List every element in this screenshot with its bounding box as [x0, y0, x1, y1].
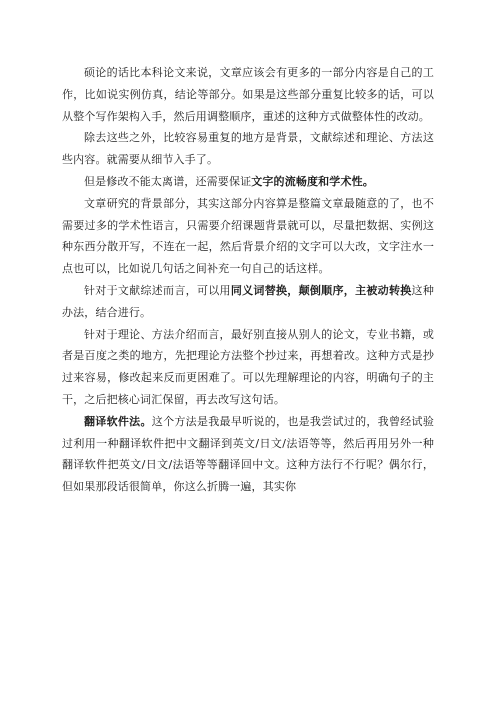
paragraph-5-text: 针对于文献综述而言，可以用 [84, 283, 231, 297]
paragraph-1 [62, 62, 434, 127]
paragraph-3 [62, 171, 434, 193]
paragraph-7 [62, 411, 434, 498]
paragraph-7-text: 这个方法是我最早听说的，也是我尝试过的，我曾经试验过利用一种翻译软件把中文翻译到英文/日文/法语等等，然后再用另外一种翻译软件把英文/日文/法语等等翻译回中文。这种方法行不行呢？偶尔行，但如果那段话很简单，你这么折腾一遍，其实你 [62, 414, 435, 494]
paragraph-3-text: 但是修改不能太离谱，还需要保证 [84, 174, 252, 188]
paragraph-7-heading: 翻译软件法。 [84, 414, 152, 428]
paragraph-5-emphasis: 同义词替换，颠倒顺序，主被动转换 [230, 283, 412, 297]
paragraph-5-text-end: 这种办法，结合进行。 [62, 283, 434, 319]
document-page [62, 62, 434, 498]
paragraph-6 [62, 324, 434, 411]
paragraph-2-text: 除去这些之外，比较容易重复的地方是背景，文献综述和理论、方法这些内容。就需要从细节入手了。 [62, 131, 434, 167]
paragraph-2 [62, 127, 434, 171]
paragraph-5 [62, 280, 434, 324]
paragraph-6-text: 针对于理论、方法介绍而言，最好别直接从别人的论文，专业书籍，或者是百度之类的地方，先把理论方法整个抄过来，再想着改。这种方式是抄过来容易，修改起来反而更困难了。可以先理解理论的内容，明确句子的主干，之后把核心词汇保留，再去改写这句话。 [62, 327, 434, 406]
paragraph-4-text: 文章研究的背景部分，其实这部分内容算是整篇文章最随意的了，也不需要过多的学术性语言，只需要介绍课题背景就可以，尽量把数据、实例这种东西分散开写，不连在一起，然后背景介绍的文字可以大改，文字注水一点也可以，比如说几句话之间补充一句自己的话这样。 [62, 196, 434, 276]
paragraph-1-text: 硕论的话比本科论文来说，文章应该会有更多的一部分内容是自己的工作，比如说实例仿真，结论等部分。如果是这些部分重复比较多的话，可以从整个写作架构入手，然后用调整顺序，重述的这种方式做整体性的改动。 [62, 66, 434, 123]
paragraph-3-emphasis: 文字的流畅度和学术性。 [251, 174, 374, 188]
paragraph-4 [62, 193, 434, 280]
